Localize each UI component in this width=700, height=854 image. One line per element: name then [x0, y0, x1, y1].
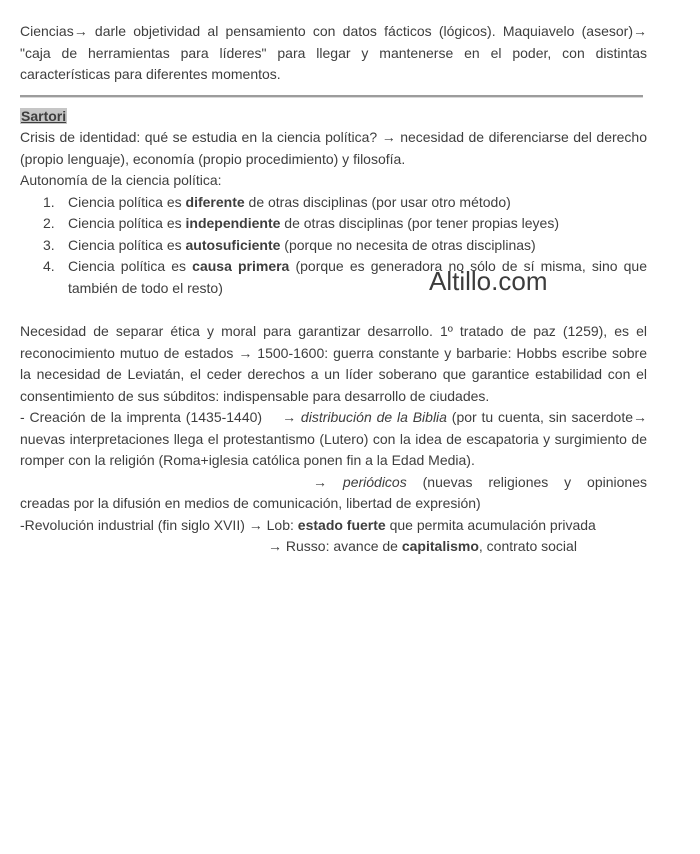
list-item-number: 4.	[43, 258, 55, 274]
list-item-pre: Ciencia política es	[68, 193, 186, 210]
revolucion-bold: estado fuerte	[297, 516, 386, 533]
list-item-number: 1.	[43, 193, 55, 210]
list-item	[20, 256, 647, 299]
periodicos-line1-rest: (nuevas religiones y opiniones	[406, 473, 647, 490]
russo-post: , contrato social	[478, 538, 577, 554]
list-item-pre: Ciencia política es	[68, 258, 193, 274]
altillo-watermark: Altillo.com	[429, 266, 548, 296]
necesidad-text: Necesidad de separar ética y moral para garantizar desarrollo. 1º tratado de paz (1259), es el reconocimiento mutuo de estados → 1500-1600: guerra constante y barbarie: Hobbs escribe sobre la necesidad de Leviatán, el ceder derechos a un líder soberano que garantice estabilidad con el consentimiento de sus súbditos: indispensable para desarrollo de ciudades.	[20, 323, 647, 404]
crisis-paragraph	[20, 127, 647, 170]
list-item-text	[68, 213, 647, 235]
revolucion-line	[20, 515, 647, 537]
list-item-term: independiente	[185, 215, 281, 231]
periodicos-line2	[20, 493, 647, 515]
list-item-post: de otras disciplinas (por tener propias leyes)	[280, 215, 559, 231]
imprenta-lead: - Creación de la imprenta (1435-1440)	[20, 409, 263, 425]
autonomia-list	[20, 192, 647, 300]
imprenta-italic: distribución de la Biblia	[300, 409, 447, 425]
section-heading	[20, 106, 647, 128]
list-item-number: 2.	[43, 215, 55, 231]
imprenta-paragraph	[20, 407, 647, 472]
russo-bold: capitalismo	[401, 538, 479, 554]
list-item-post: de otras disciplinas (por usar otro método)	[244, 193, 511, 210]
necesidad-paragraph	[20, 321, 647, 407]
list-item-term: diferente	[185, 193, 245, 210]
autonomia-intro-line	[20, 170, 647, 192]
russo-pre: → Russo: avance de	[268, 538, 402, 554]
list-item-number: 3.	[43, 236, 55, 253]
list-item-text	[68, 192, 647, 214]
document-content	[20, 21, 647, 558]
arrow-glyph: →	[282, 409, 301, 425]
list-item-post: (porque no necesita de otras disciplinas)	[280, 236, 536, 253]
list-item-text	[68, 235, 647, 257]
list-item-term: autosuficiente	[185, 236, 281, 253]
russo-line	[268, 536, 647, 558]
periodicos-line1	[313, 472, 647, 494]
intro-paragraph	[20, 21, 647, 86]
revolucion-pre: -Revolución industrial (fin siglo XVII) → Lob:	[20, 516, 298, 533]
periodicos-italic: periódicos	[342, 473, 407, 490]
horizontal-rule	[20, 95, 643, 98]
imprenta-rest: (por tu cuenta, sin sacerdote→ nuevas interpretaciones llega el protestantismo (Lutero) con la idea de escapatoria y surgimiento de romper con la religión (Roma+iglesia católica ponen fin a la Edad Media).	[20, 409, 647, 468]
section-heading-text: Sartori	[21, 107, 67, 124]
list-item-pre: Ciencia política es	[68, 215, 186, 231]
autonomia-intro-text: Autonomía de la ciencia política:	[20, 172, 222, 188]
list-item-text	[68, 256, 647, 299]
list-item	[20, 235, 647, 257]
periodicos-line2-text: creadas por la difusión en medios de comunicación, libertad de expresión)	[20, 495, 481, 511]
intro-text: Ciencias→ darle objetividad al pensamiento con datos fácticos (lógicos). Maquiavelo (asesor)→ "caja de herramientas para líderes" para llegar y mantenerse en el poder, con distintas características para diferentes momentos.	[20, 23, 647, 82]
list-item-term: causa primera	[192, 258, 290, 274]
revolucion-post: que permita acumulación privada	[385, 516, 596, 533]
arrow-glyph: →	[313, 473, 343, 490]
list-item-pre: Ciencia política es	[68, 236, 186, 253]
list-item	[20, 213, 647, 235]
crisis-text: Crisis de identidad: qué se estudia en la ciencia política? → necesidad de diferenciarse del derecho (propio lenguaje), economía (propio procedimiento) y filosofía.	[20, 129, 647, 167]
list-item-post: (porque es generadora no sólo de sí misma, sino que también de todo el resto)	[68, 258, 647, 296]
list-item	[20, 192, 647, 214]
